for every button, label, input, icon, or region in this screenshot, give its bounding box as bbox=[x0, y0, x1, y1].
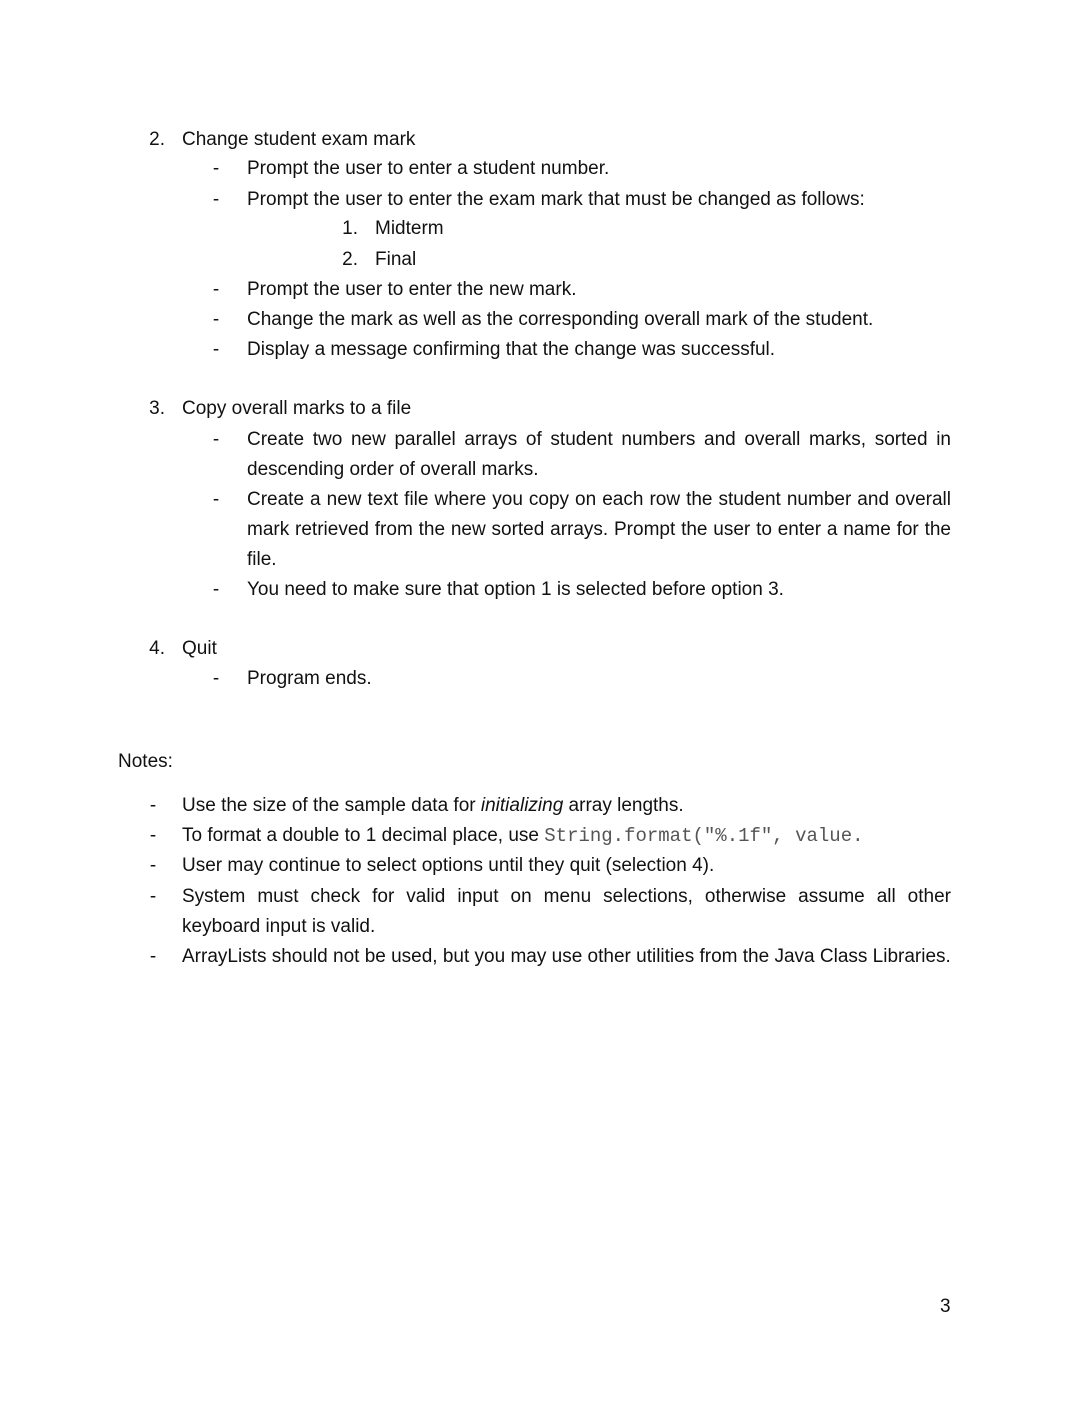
section-4-bullet-1: Program ends. bbox=[247, 668, 372, 689]
note-5: ArrayLists should not be used, but you may use other utilities from the Java Class Libraries. bbox=[182, 946, 951, 967]
section-3-bullet-2: Create a new text file where you copy on each row the student number and overall mark retrieved from the new sorted arrays. Prompt the user to enter a name for the file. bbox=[247, 489, 951, 570]
note-2-code: String.format("%.1f", value. bbox=[544, 825, 864, 847]
option-2-label: Final bbox=[375, 249, 417, 270]
section-2-bullet-1: Prompt the user to enter a student number. bbox=[247, 158, 610, 179]
note-2 bbox=[182, 825, 864, 847]
bullet-dash: - bbox=[149, 825, 157, 846]
bullet-dash: - bbox=[212, 579, 220, 600]
section-2-bullet-4: Change the mark as well as the corresponding overall mark of the student. bbox=[247, 309, 874, 330]
bullet-dash: - bbox=[212, 489, 220, 510]
bullet-dash: - bbox=[212, 668, 220, 689]
note-1-text: Use the size of the sample data for bbox=[182, 795, 481, 816]
page-number: 3 bbox=[940, 1296, 951, 1317]
bullet-dash: - bbox=[212, 429, 220, 450]
note-1-text-end: array lengths. bbox=[563, 795, 684, 816]
section-2-title: Change student exam mark bbox=[182, 129, 416, 150]
note-3: User may continue to select options until they quit (selection 4). bbox=[182, 855, 715, 876]
note-2-text: To format a double to 1 decimal place, use bbox=[182, 825, 545, 846]
note-1 bbox=[182, 795, 684, 817]
option-1-label: Midterm bbox=[375, 218, 444, 239]
section-2-bullet-3: Prompt the user to enter the new mark. bbox=[247, 279, 577, 300]
bullet-dash: - bbox=[212, 309, 220, 330]
section-3-bullet-3: You need to make sure that option 1 is selected before option 3. bbox=[247, 579, 784, 600]
bullet-dash: - bbox=[212, 189, 220, 210]
note-4: System must check for valid input on menu selections, otherwise assume all other keyboard input is valid. bbox=[182, 886, 951, 937]
section-2-bullet-2: Prompt the user to enter the exam mark that must be changed as follows: bbox=[247, 189, 865, 210]
bullet-dash: - bbox=[149, 886, 157, 907]
section-3-bullet-1: Create two new parallel arrays of student numbers and overall marks, sorted in descending order of overall marks. bbox=[247, 429, 951, 480]
bullet-dash: - bbox=[212, 339, 220, 360]
section-3-title: Copy overall marks to a file bbox=[182, 398, 412, 419]
section-4-title: Quit bbox=[182, 638, 217, 659]
bullet-dash: - bbox=[212, 158, 220, 179]
notes-heading: Notes: bbox=[118, 751, 173, 772]
bullet-dash: - bbox=[149, 946, 157, 967]
option-1-number: 1. bbox=[342, 218, 358, 239]
bullet-dash: - bbox=[149, 795, 157, 816]
option-2-number: 2. bbox=[342, 249, 358, 270]
section-2-number: 2. bbox=[149, 129, 165, 150]
bullet-dash: - bbox=[212, 279, 220, 300]
bullet-dash: - bbox=[149, 855, 157, 876]
section-2-bullet-5: Display a message confirming that the change was successful. bbox=[247, 339, 776, 360]
section-3-number: 3. bbox=[149, 398, 165, 419]
section-4-number: 4. bbox=[149, 638, 165, 659]
note-1-emphasis: initializing bbox=[480, 795, 564, 816]
